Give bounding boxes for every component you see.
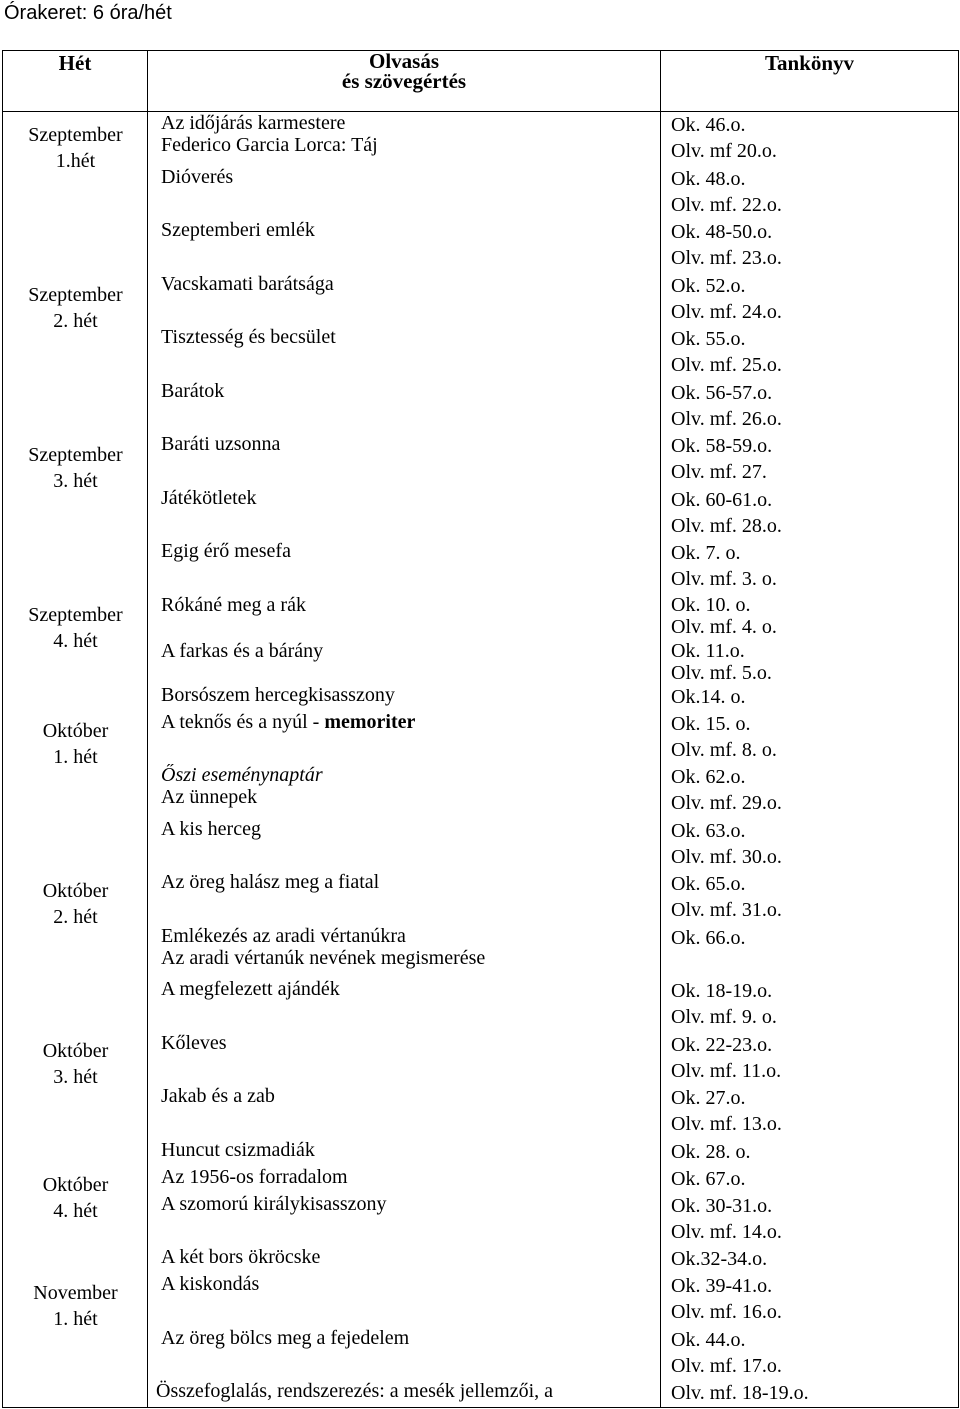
textbook-reference: Ok.14. o. [671, 685, 746, 708]
lesson-title: Jakab és a zab [161, 1085, 275, 1107]
textbook-reference: Ok. 22-23.o. Olv. mf. 11.o. [671, 1033, 782, 1082]
textbook-reference: Ok. 62.o. Olv. mf. 29.o. [671, 766, 782, 814]
textbook-reference: Ok. 10. o. Olv. mf. 4. o. [671, 593, 777, 638]
textbook-reference: Ok. 60-61.o. Olv. mf. 28.o. [671, 488, 782, 537]
lesson-title: Az öreg halász meg a fiatal [161, 871, 380, 893]
textbook-reference: Ok. 44.o. Olv. mf. 17.o. [671, 1328, 782, 1377]
table-header-row [3, 51, 959, 112]
week-column-header: Hét [3, 51, 148, 112]
lesson-title: Emlékezés az aradi vértanúkra Az aradi vértanúk nevének megismerése [161, 924, 486, 969]
textbook-reference: Ok. 63.o. Olv. mf. 30.o. [671, 819, 782, 868]
reading-column-header [148, 51, 661, 112]
week-label: Október 2. hét [42, 880, 109, 928]
lesson-title: Az öreg bölcs meg a fejedelem [161, 1326, 410, 1349]
textbook-reference: Ok. 48-50.o. Olv. mf. 23.o. [671, 221, 782, 269]
lesson-title: Huncut csizmadiák [161, 1138, 315, 1161]
table-body-row [3, 112, 959, 1408]
lesson-title: Szeptemberi emlék [161, 219, 315, 241]
week-label: Október 1. hét [42, 720, 109, 768]
week-label: Szeptember 2. hét [28, 284, 123, 332]
textbook-reference: Ok. 18-19.o. Olv. mf. 9. o. [671, 980, 777, 1028]
lesson-title: Borsószem hercegkisasszony [161, 683, 395, 706]
textbook-reference: Ok. 30-31.o. Olv. mf. 14.o. [671, 1194, 782, 1243]
textbook-reference: Ok. 27.o. Olv. mf. 13.o. [671, 1087, 782, 1135]
week-label: Október 4. hét [42, 1174, 109, 1222]
textbook-reference: Ok. 66.o. [671, 926, 746, 949]
lesson-title: Rókáné meg a rák [161, 593, 306, 616]
textbook-reference: Ok. 67.o. [671, 1167, 746, 1190]
lesson-title: A teknős és a nyúl - memoriter [161, 710, 416, 733]
reading-header-line2: és szövegértés [341, 69, 467, 93]
lesson-title: Az időjárás karmestere Federico Garcia Lorca: Táj [161, 112, 378, 156]
week-label: Szeptember 3. hét [28, 444, 123, 492]
lesson-title: Őszi eseménynaptár Az ünnepek [161, 764, 323, 808]
lesson-title: Tisztesség és becsület [161, 326, 336, 348]
week-label: November 1. hét [33, 1282, 118, 1330]
lesson-title: Az 1956-os forradalom [161, 1165, 348, 1188]
textbook-reference: Ok. 48.o. Olv. mf. 22.o. [671, 167, 782, 216]
lesson-title: Barátok [161, 379, 225, 402]
reading-header-line1: Olvasás [368, 49, 439, 73]
textbook-column [661, 112, 959, 1408]
textbook-reference: Ok.32-34.o. [671, 1248, 768, 1270]
textbook-reference: Ok. 46.o. Olv. mf 20.o. [671, 114, 777, 162]
lesson-title: A megfelezett ajándék [161, 978, 340, 1000]
lesson-title: A farkas és a bárány [161, 639, 324, 662]
page-title: Órakeret: 6 óra/hét [4, 2, 172, 24]
week-label: Október 3. hét [42, 1040, 109, 1088]
lesson-title: Összefoglalás, rendszerezés: a mesék jellemzői, a [156, 1380, 554, 1402]
textbook-reference: Ok. 65.o. Olv. mf. 31.o. [671, 873, 782, 921]
week-label: Szeptember 4. hét [28, 604, 123, 652]
lesson-title: Baráti uzsonna [161, 433, 281, 455]
memoriter-label: memoriter [324, 710, 416, 733]
lesson-title: Egig érő mesefa [161, 540, 291, 562]
textbook-reference: Ok. 39-41.o. Olv. mf. 16.o. [671, 1275, 782, 1323]
textbook-reference: Ok. 58-59.o. Olv. mf. 27. [671, 435, 773, 483]
week-column [3, 112, 148, 1408]
textbook-reference: Ok. 56-57.o. Olv. mf. 26.o. [671, 381, 782, 430]
textbook-reference: Ok. 15. o. Olv. mf. 8. o. [671, 712, 777, 761]
textbook-reference: Ok. 28. o. [671, 1140, 751, 1163]
lesson-title: Dióverés [161, 165, 234, 188]
textbook-reference: Ok. 7. o. Olv. mf. 3. o. [671, 542, 777, 590]
lesson-title: A kiskondás [161, 1273, 260, 1295]
textbook-reference: Olv. mf. 18-19.o. [671, 1382, 809, 1404]
lesson-title: A kis herceg [161, 817, 261, 840]
textbook-column-header: Tankönyv [661, 51, 959, 112]
textbook-reference: Ok. 55.o. Olv. mf. 25.o. [671, 328, 782, 376]
reading-column [148, 112, 661, 1408]
curriculum-table [2, 50, 959, 1408]
lesson-title: A szomorú királykisasszony [161, 1192, 387, 1215]
lesson-title: Kőleves [161, 1031, 227, 1054]
week-label: Szeptember 1.hét [28, 124, 123, 172]
textbook-reference: Ok. 11.o. Olv. mf. 5.o. [671, 639, 772, 684]
lesson-title: Vacskamati barátsága [161, 272, 334, 295]
textbook-reference: Ok. 52.o. Olv. mf. 24.o. [671, 274, 782, 323]
lesson-title: A két bors ökröcske [161, 1246, 321, 1268]
lesson-title: Játékötletek [161, 486, 257, 509]
